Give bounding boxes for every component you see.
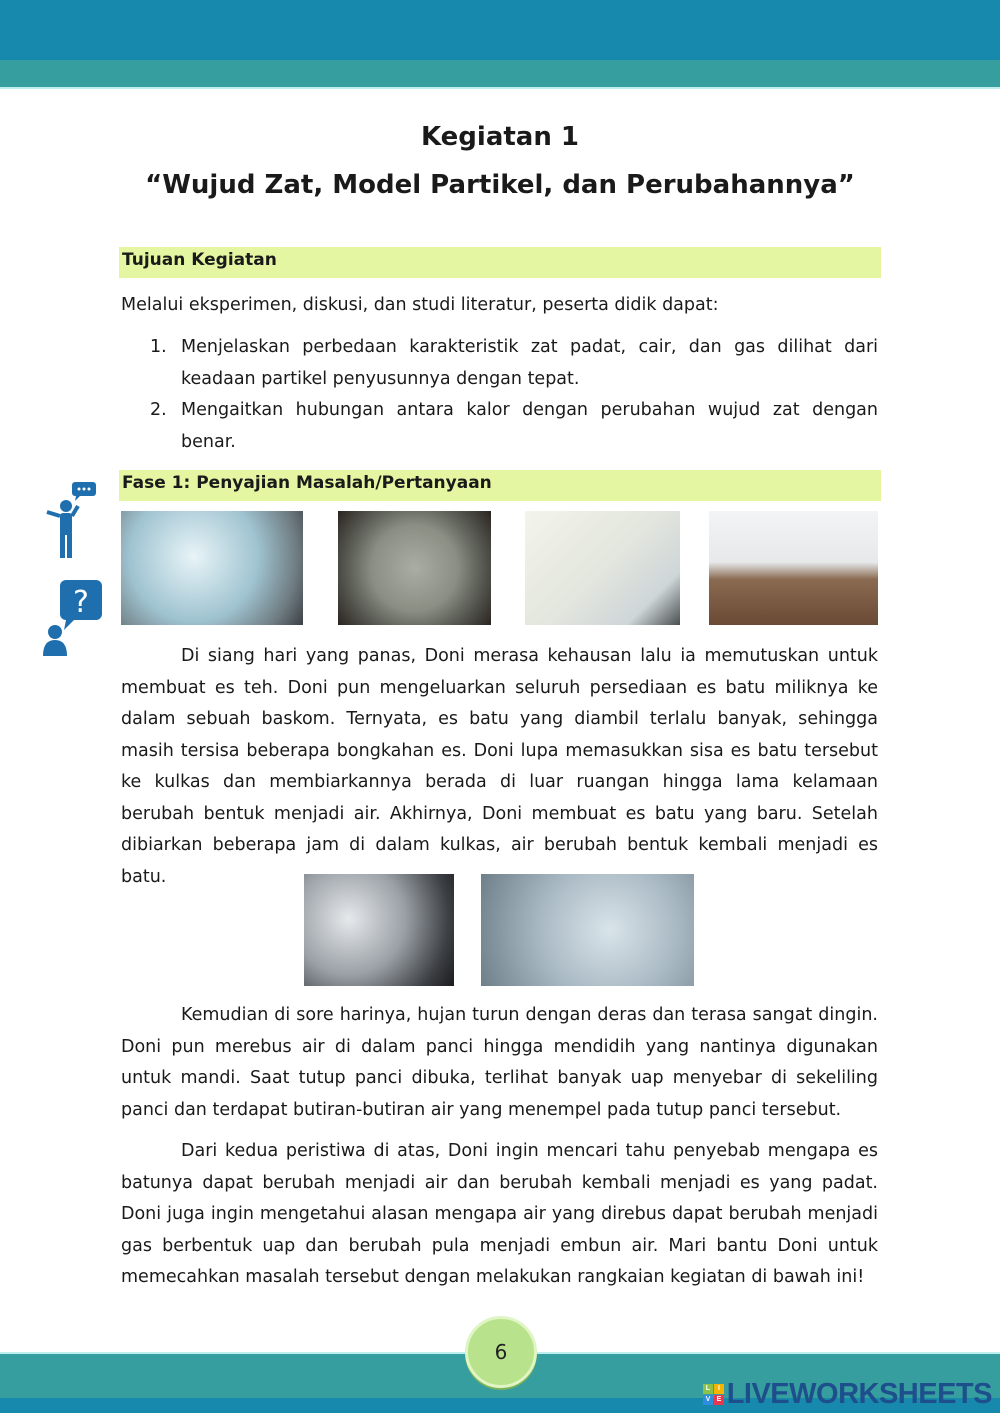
ice-cubes-photo xyxy=(709,511,878,625)
svg-text:?: ? xyxy=(73,585,89,620)
logo-letter: V xyxy=(703,1395,713,1405)
steaming-pot-photo xyxy=(304,874,454,986)
header-band xyxy=(0,0,1000,60)
header-band-secondary xyxy=(0,60,1000,89)
logo-letter: E xyxy=(714,1395,724,1405)
logo-letter: L xyxy=(703,1384,713,1394)
list-item xyxy=(150,395,878,458)
ice-in-bowl-photo xyxy=(121,511,303,625)
question-user-icon xyxy=(42,578,104,658)
section-heading-tujuan: Tujuan Kegiatan xyxy=(119,247,881,278)
condensation-lid-photo xyxy=(481,874,694,986)
page-subtitle: “Wujud Zat, Model Partikel, dan Perubahannya” xyxy=(145,170,855,200)
paragraph: Dari kedua peristiwa di atas, Doni ingin mencari tahu penyebab mengapa es batunya dapat berubah menjadi air dan berubah kembali menjadi es yang padat. Doni juga ingin mengetahui alasan mengapa air yang direbus dapat berubah menjadi gas berbentuk uap dan berubah pula menjadi embun air. Mari bantu Doni untuk memecahkan masalah tersebut dengan melakukan rangkaian kegiatan di bawah ini! xyxy=(121,1141,878,1287)
water-in-basin-photo xyxy=(338,511,491,625)
list-text: Menjelaskan perbedaan karakteristik zat padat, cair, dan gas dilihat dari keadaan partikel penyusunnya dengan tepat. xyxy=(181,337,878,389)
paragraph: Di siang hari yang panas, Doni merasa kehausan lalu ia memutuskan untuk membuat es teh. Doni pun mengeluarkan seluruh persediaan es batu miliknya ke dalam sebuah baskom. Ternyata, es batu yang diambil terlalu banyak, sehingga masih tersisa beberapa bongkahan es. Doni lupa memasukkan sisa es batu tersebut ke kulkas dan membiarkannya berada di luar ruangan hingga lama kelamaan berubah bentuk menjadi air. Akhirnya, Doni membuat es batu yang baru. Setelah dibiarkan beberapa jam di dalam kulkas, air berubah bentuk kembali menjadi es batu. xyxy=(121,646,878,887)
section-heading-fase1: Fase 1: Penyajian Masalah/Pertanyaan xyxy=(119,470,881,501)
list-text: Mengaitkan hubungan antara kalor dengan perubahan wujud zat dengan benar. xyxy=(181,400,878,452)
logo-squares-icon xyxy=(703,1384,724,1405)
paragraph: Kemudian di sore harinya, hujan turun dengan deras dan terasa sangat dingin. Doni pun merebus air di dalam panci hingga mendidih yang nantinya digunakan untuk mandi. Saat tutup panci dibuka, terlihat banyak uap menyebar di sekeliling panci dan terdapat butiran-butiran air yang menempel pada tutup panci tersebut. xyxy=(121,1005,878,1120)
ice-tray-filling-photo xyxy=(525,511,680,625)
page-title: Kegiatan 1 xyxy=(420,122,580,152)
logo-text: LIVEWORKSHEETS xyxy=(726,1378,992,1410)
logo-letter: I xyxy=(714,1384,724,1394)
list-number: 1. xyxy=(150,337,167,357)
list-number: 2. xyxy=(150,400,167,420)
tujuan-intro: Melalui eksperimen, diskusi, dan studi literatur, peserta didik dapat: xyxy=(121,295,719,315)
presenter-icon xyxy=(42,480,98,560)
list-item xyxy=(150,332,878,395)
page-number: 6 xyxy=(465,1316,537,1388)
liveworksheets-logo xyxy=(703,1378,992,1411)
